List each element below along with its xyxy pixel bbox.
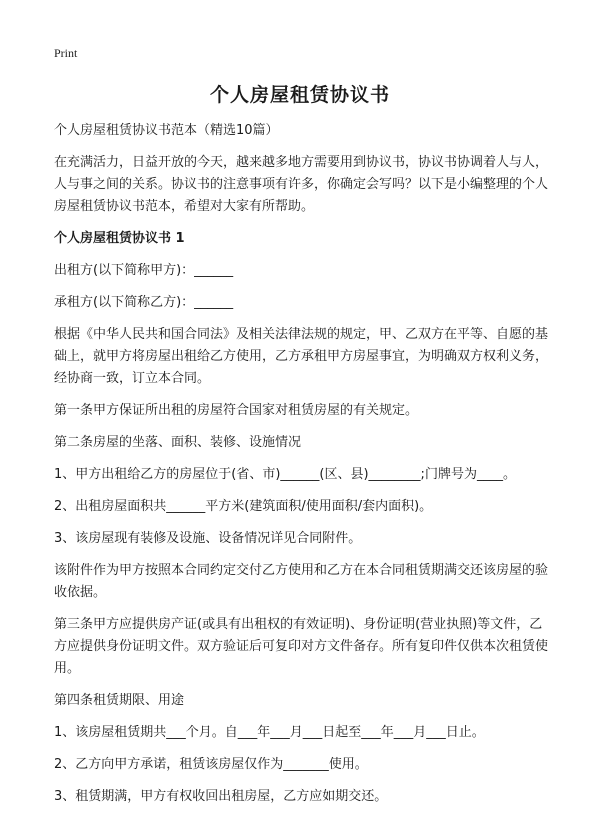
clause-4-item-3: 3、租赁期满，甲方有权收回出租房屋，乙方应如期交还。 [54, 789, 388, 804]
document-subtitle: 个人房屋租赁协议书范本（精选10篇） [54, 123, 279, 138]
print-link[interactable]: Print [54, 46, 78, 60]
party-a-line: 出租方(以下简称甲方)：______ [54, 263, 234, 278]
clause-2-item-2: 2、出租房屋面积共______平方米(建筑面积/使用面积/套内面积)。 [54, 499, 433, 514]
document-title: 个人房屋租赁协议书 [209, 84, 390, 106]
clause-4-title: 第四条租赁期限、用途 [54, 693, 185, 708]
clause-2-title: 第二条房屋的坐落、面积、装修、设施情况 [54, 435, 302, 450]
party-b-line: 承租方(以下简称乙方)：______ [54, 295, 234, 310]
document-body [54, 120, 554, 818]
clause-2-note: 该附件作为甲方按照本合同约定交付乙方使用和乙方在本合同租赁期满交还该房屋的验收依据。 [54, 563, 549, 600]
clause-2-item-3: 3、该房屋现有装修及设施、设备情况详见合同附件。 [54, 531, 362, 546]
intro-paragraph: 在充满活力，日益开放的今天，越来越多地方需要用到协议书，协议书协调着人与人，人与事之间的关系。协议书的注意事项有许多，你确定会写吗？以下是小编整理的个人房屋租赁协议书范本，希望对大家有所帮助。 [54, 155, 549, 214]
clause-3: 第三条甲方应提供房产证(或具有出租权的有效证明)、身份证明(营业执照)等文件，乙方应提供身份证明文件。双方验证后可复印对方文件备存。所有复印件仅供本次租赁使用。 [54, 617, 549, 676]
clause-1: 第一条甲方保证所出租的房屋符合国家对租赁房屋的有关规定。 [54, 403, 419, 418]
preamble-paragraph: 根据《中华人民共和国合同法》及相关法律法规的规定，甲、乙双方在平等、自愿的基础上，就甲方将房屋出租给乙方使用，乙方承租甲方房屋事宜，为明确双方权利义务，经协商一致，订立本合同。 [54, 327, 549, 386]
clause-2-item-1: 1、甲方出租给乙方的房屋位于(省、市)______(区、县)________;门牌号为____。 [54, 467, 516, 482]
clause-4-item-1: 1、该房屋租赁期共___个月。自___年___月___日起至___年___月___日止。 [54, 725, 485, 740]
section-heading: 个人房屋租赁协议书 1 [54, 231, 185, 246]
clause-4-item-2: 2、乙方向甲方承诺，租赁该房屋仅作为_______使用。 [54, 757, 368, 772]
